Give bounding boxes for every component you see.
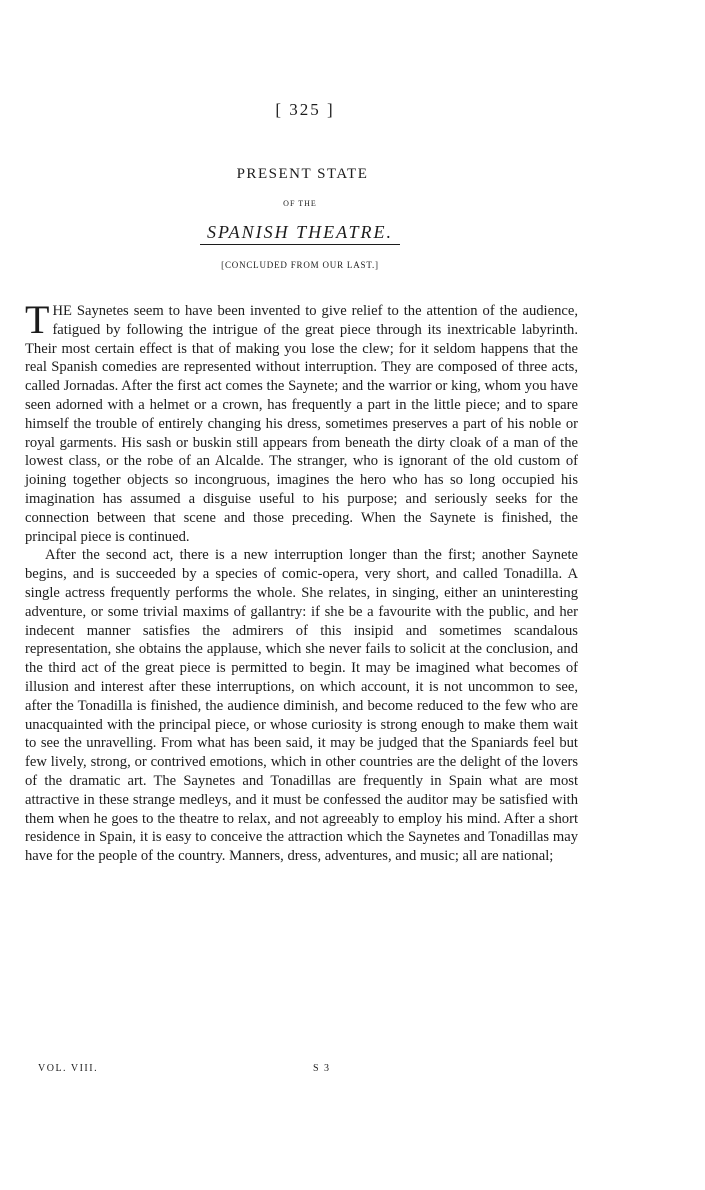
paragraph-2: After the second act, there is a new interruption longer than the first; another Saynete begins, and is succeeded by a species of comic-opera, very short, and called Tonadilla. A single actress frequently performs the whole. She relates, in singing, either an uninteresting adventure, or some trivial maxims of gallantry: if she be a favourite with the public, and her indecent manner satisfies the admirers of this insipid and sometimes scandalous representation, she obtains the applause, which she never fails to solicit at the conclusion, and the third act of the great piece is permitted to begin. It may be imagined what becomes of illusion and interest after these interruptions, on which account, it is not uncommon to see, after the Tonadilla is finished, the audience diminish, and become reduced to the few who are unacquainted with the principal piece, or whose curiosity is strong enough to make them wait to see the unravelling. From what has been said, it may be judged that the Spaniards feel but few lively, strong, or contrived emotions, which in other countries are the delight of the lovers of the dramatic art. The Saynetes and Tonadillas are frequently in Spain what are most attractive in these strange medleys, and it must be confessed the auditor may be satisfied with them when he goes to the theatre to relax, and not agreeably to employ his mind. After a short residence in Spain, it is easy to conceive the attraction which the Saynetes and Tonadillas may have for the people of the country. Manners, dress, adventures, and music; all are national; (25, 547, 578, 865)
article-body (25, 297, 578, 866)
page-footer (38, 1063, 338, 1074)
paragraph-1-text: HE Saynetes seem to have been invented to give relief to the attention of the audience, fatigued by following the intrigue of the great piece through its inextricable labyrinth. Their most certain effect is that of making you lose the clew; for it seldom happens that the real Spanish comedies are represented without interruption. They are composed of three acts, called Jornadas. After the first act comes the Saynete; and the warrior or king, whom you have seen adorned with a helmet or a crown, has frequently a part in the little piece; and to spare himself the trouble of entirely changing his dress, sometimes preserves a part of his noble or royal garments. His sash or buskin still appears from beneath the dirty cloak of a man of the lowest class, or the robe of an Alcalde. The stranger, who is ignorant of the old custom of joining together objects so incongruous, imagines the hero who has so long occupied his imagination has assumed a disguise useful to his purpose; and seriously seeks for the connection between that scene and those preceding. When the Saynete is finished, the principal piece is continued. (25, 303, 578, 545)
volume-label: VOL. VIII. (38, 1063, 99, 1074)
title-line-of-the: OF THE (283, 199, 317, 208)
concluded-note: [CONCLUDED FROM OUR LAST.] (221, 260, 379, 270)
title-line-present-state: PRESENT STATE (236, 166, 369, 182)
page-number: [ 325 ] (275, 100, 335, 119)
signature-mark: S 3 (313, 1063, 331, 1074)
title-line-spanish-theatre: SPANISH THEATRE. (200, 222, 400, 245)
drop-cap: T (25, 297, 50, 342)
paragraph-1 (25, 297, 578, 546)
